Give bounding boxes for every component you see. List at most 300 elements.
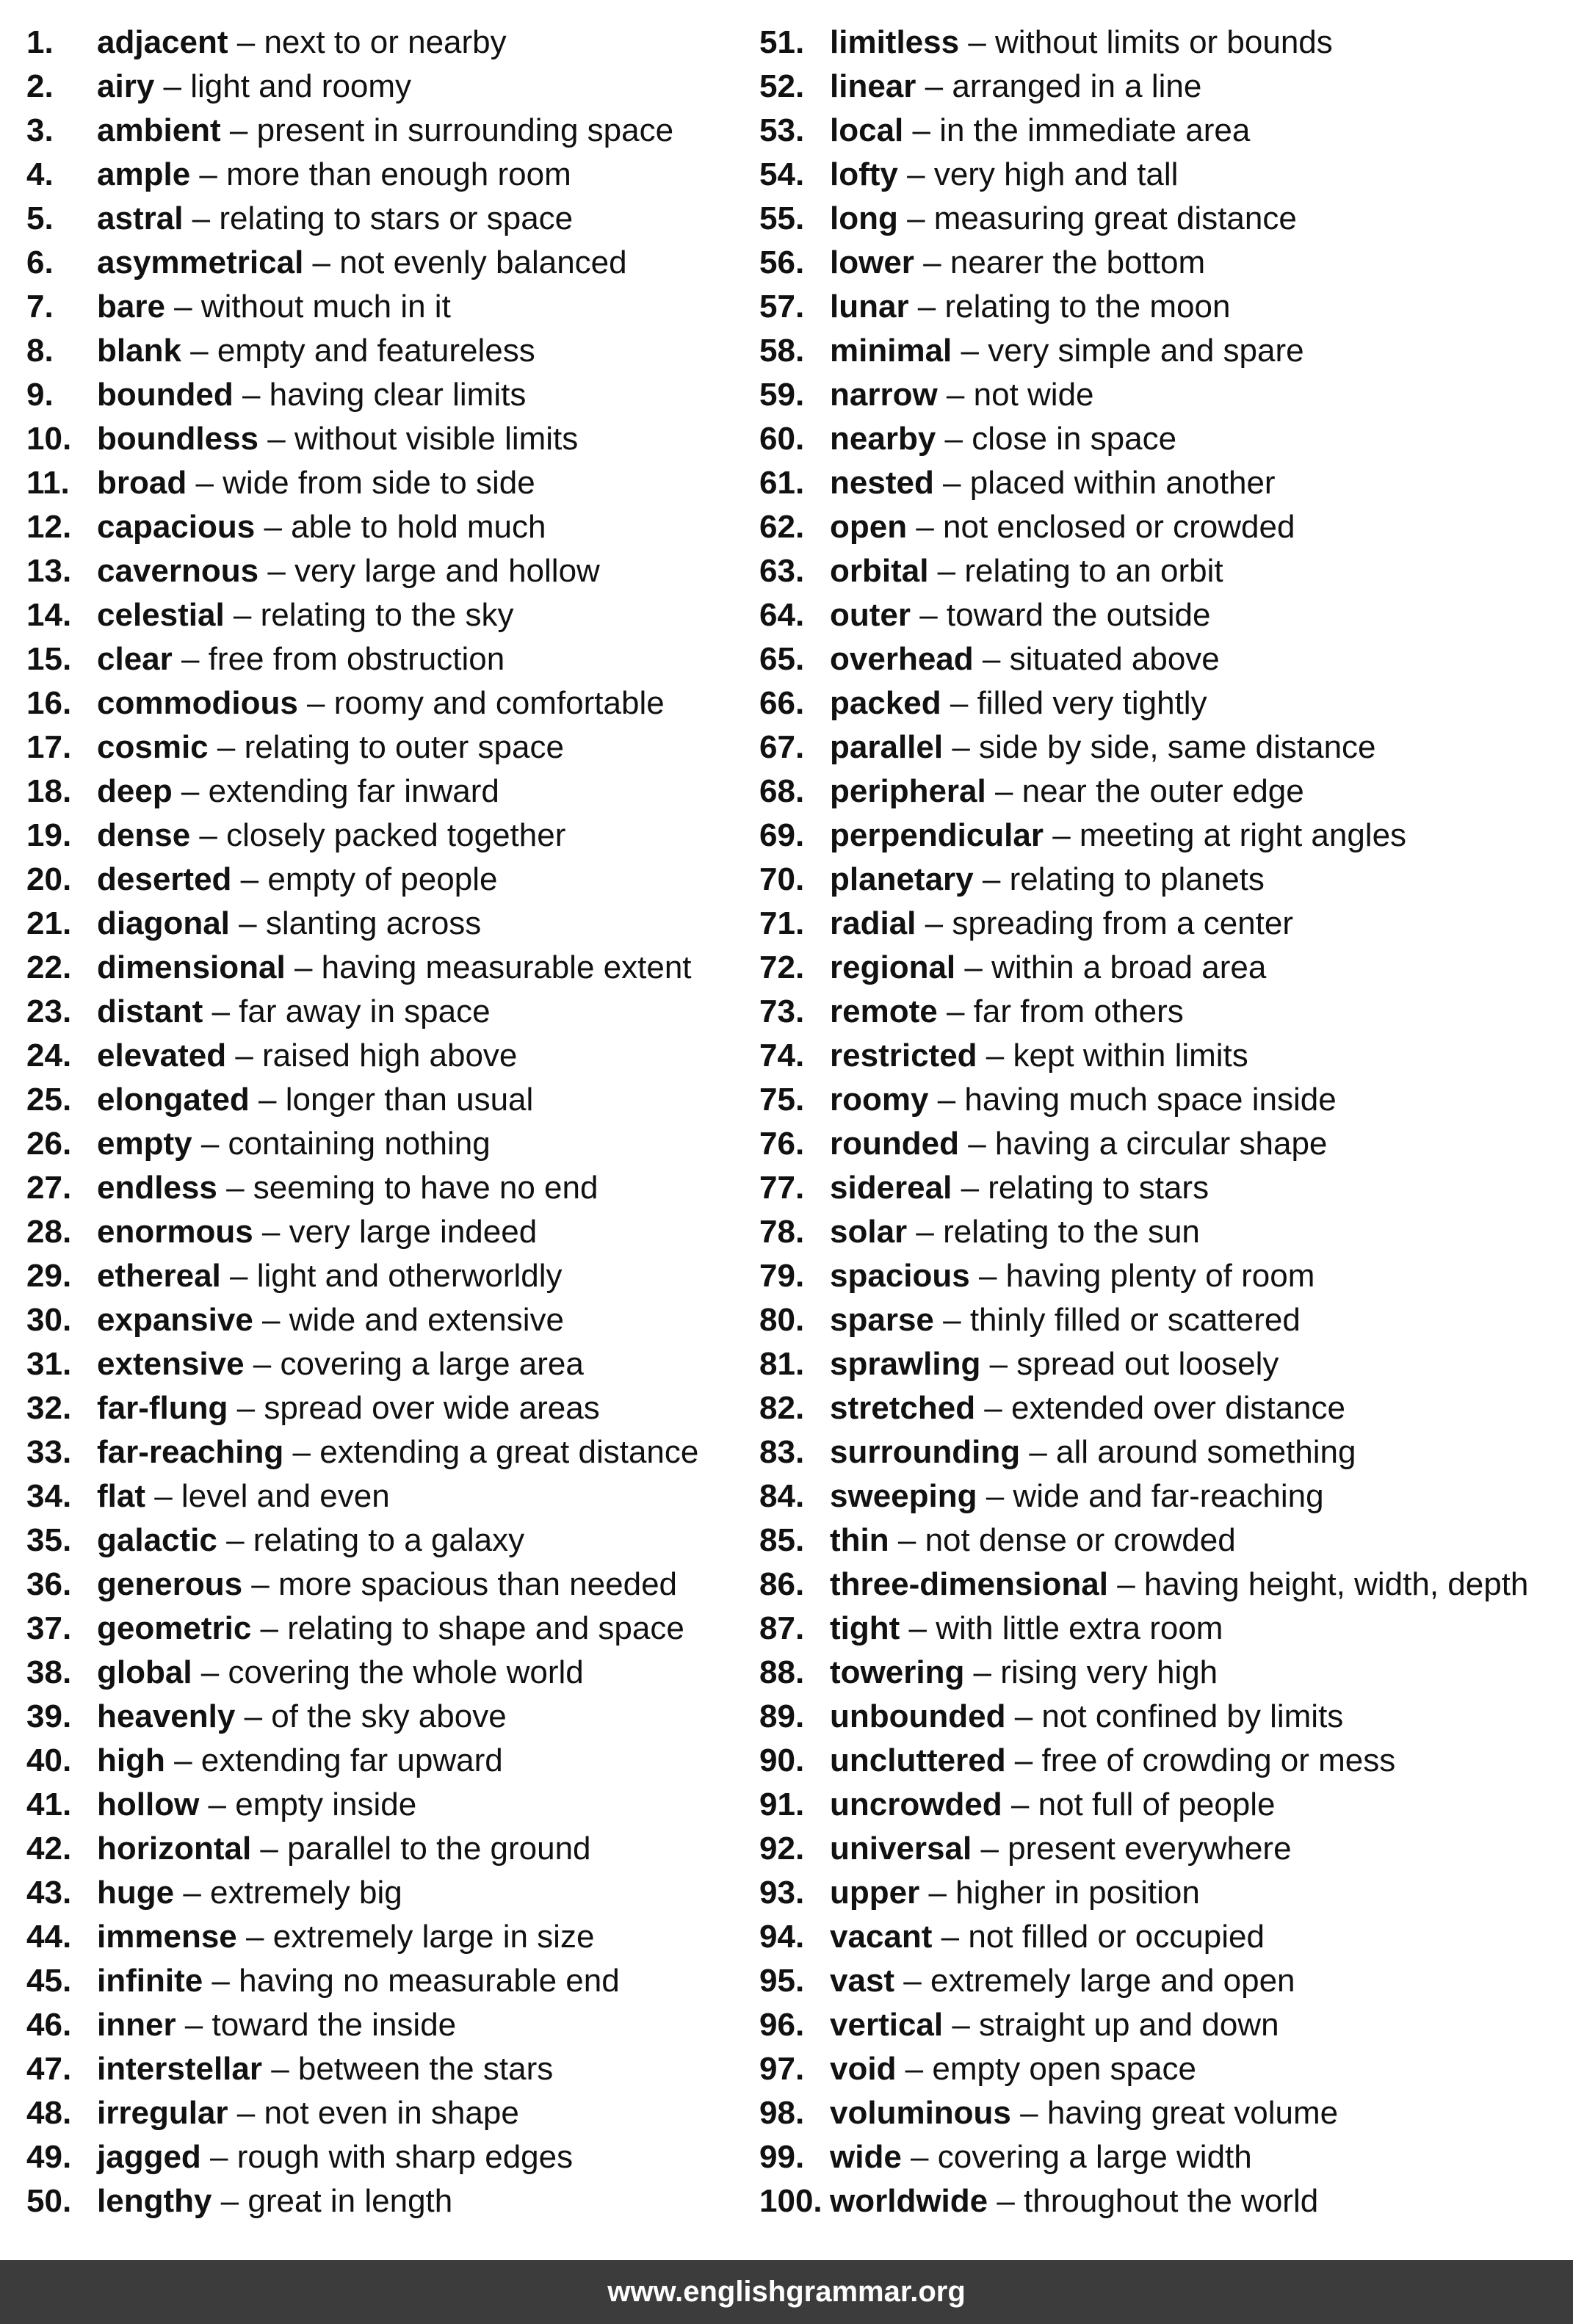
entry-text — [97, 2091, 519, 2135]
entry-number: 30. — [26, 1302, 72, 1338]
entry-number: 80. — [759, 1302, 805, 1338]
entry-text — [97, 241, 627, 285]
entry-separator: – — [242, 1566, 278, 1602]
entry-separator: – — [258, 421, 294, 457]
entry-definition: slanting across — [265, 905, 482, 941]
entry-separator: – — [980, 1346, 1017, 1382]
entry-word: void — [830, 2051, 897, 2087]
entry-separator: – — [231, 861, 268, 897]
entry-separator: – — [200, 2139, 237, 2175]
entry-separator: – — [959, 24, 996, 60]
word-entry — [26, 1078, 698, 1122]
entry-separator: – — [901, 2139, 938, 2175]
word-entry — [759, 1607, 1528, 1651]
entry-separator: – — [217, 1522, 253, 1558]
entry-text — [830, 2047, 1196, 2091]
entry-number: 45. — [26, 1963, 72, 1999]
word-entry — [759, 2003, 1528, 2047]
entry-number: 38. — [26, 1654, 72, 1690]
word-entry — [26, 1827, 698, 1871]
entry-separator: – — [190, 156, 227, 192]
entry-number: 47. — [26, 2051, 72, 2087]
entry-text — [830, 1695, 1343, 1739]
entry-definition: measuring great distance — [933, 200, 1297, 236]
entry-number: 81. — [759, 1346, 805, 1382]
word-entry — [26, 2135, 698, 2179]
entry-number: 86. — [759, 1566, 805, 1602]
entry-number: 34. — [26, 1478, 72, 1514]
entry-separator: – — [988, 2183, 1024, 2219]
entry-word: thin — [830, 1522, 889, 1558]
word-entry — [759, 1474, 1528, 1518]
entry-separator: – — [975, 1390, 1011, 1426]
entry-separator: – — [172, 773, 209, 809]
entry-separator: – — [911, 597, 947, 633]
entry-word: stretched — [830, 1390, 976, 1426]
entry-definition: extended over distance — [1011, 1390, 1345, 1426]
entry-number: 36. — [26, 1566, 72, 1602]
entry-separator: – — [251, 1831, 288, 1867]
entry-word: blank — [97, 333, 181, 369]
footer-bar — [0, 2260, 1573, 2324]
entry-number: 97. — [759, 2051, 805, 2087]
entry-definition: empty of people — [267, 861, 498, 897]
entry-number: 94. — [759, 1919, 805, 1955]
entry-number: 73. — [759, 993, 805, 1029]
entry-separator: – — [228, 2095, 264, 2131]
entry-text — [97, 1959, 620, 2003]
entry-number: 98. — [759, 2095, 805, 2131]
entry-separator: – — [941, 685, 977, 721]
entry-separator: – — [208, 729, 245, 765]
entry-text — [830, 637, 1220, 681]
entry-number: 60. — [759, 421, 805, 457]
entry-definition: within a broad area — [991, 949, 1267, 985]
entry-separator: – — [233, 377, 270, 413]
entry-text — [830, 1430, 1356, 1474]
entry-number: 3. — [26, 112, 54, 148]
word-entry — [759, 109, 1528, 153]
entry-separator: – — [977, 1038, 1013, 1074]
word-entry — [26, 681, 698, 725]
entry-word: rounded — [830, 1126, 959, 1162]
entry-definition: all around something — [1056, 1434, 1356, 1470]
entry-number: 100. — [759, 2183, 822, 2219]
entry-text — [97, 1210, 537, 1254]
entry-separator: – — [303, 245, 340, 280]
entry-text — [830, 1166, 1209, 1210]
entry-word: nested — [830, 465, 934, 501]
entry-separator: – — [187, 465, 223, 501]
word-entry — [26, 65, 698, 109]
entry-text — [97, 2179, 452, 2223]
word-entry — [26, 1915, 698, 1959]
word-entry — [26, 1563, 698, 1607]
entry-separator: – — [261, 2051, 298, 2087]
footer-url: www.englishgrammar.org — [607, 2276, 966, 2308]
entry-separator: – — [889, 1522, 925, 1558]
entry-separator: – — [973, 861, 1010, 897]
entry-separator: – — [251, 1610, 288, 1646]
entry-text — [97, 1122, 491, 1166]
entry-word: orbital — [830, 553, 929, 589]
entry-number: 27. — [26, 1170, 72, 1206]
word-entry — [759, 197, 1528, 241]
entry-definition: extending far upward — [200, 1742, 503, 1778]
entry-word: regional — [830, 949, 956, 985]
entry-text — [830, 2003, 1279, 2047]
entry-word: radial — [830, 905, 916, 941]
entry-number: 22. — [26, 949, 72, 985]
word-entry — [759, 2091, 1528, 2135]
entry-definition: free of crowding or mess — [1041, 1742, 1396, 1778]
word-entry — [26, 1386, 698, 1430]
entry-definition: wide from side to side — [223, 465, 535, 501]
entry-definition: in the immediate area — [939, 112, 1251, 148]
word-entry — [759, 549, 1528, 593]
entry-number: 95. — [759, 1963, 805, 1999]
entry-separator: – — [285, 949, 322, 985]
entry-text — [97, 1651, 584, 1695]
entry-text — [830, 770, 1304, 814]
entry-text — [97, 1430, 698, 1474]
entry-text — [97, 637, 505, 681]
entry-text — [97, 1827, 591, 1871]
entry-number: 13. — [26, 553, 72, 589]
entry-text — [97, 1254, 562, 1298]
entry-word: limitless — [830, 24, 960, 60]
entry-text — [830, 2135, 1252, 2179]
entry-text — [97, 858, 497, 902]
entry-word: lower — [830, 245, 914, 280]
entry-text — [97, 2003, 456, 2047]
word-entry — [759, 21, 1528, 65]
word-entry — [759, 1210, 1528, 1254]
entry-text — [97, 1871, 402, 1915]
entry-text — [830, 1518, 1236, 1563]
entry-definition: very large indeed — [289, 1214, 538, 1250]
entry-definition: empty inside — [235, 1787, 417, 1822]
entry-text — [830, 2091, 1338, 2135]
entry-word: tight — [830, 1610, 900, 1646]
entry-definition: straight up and down — [979, 2007, 1279, 2043]
word-entry — [26, 373, 698, 417]
entry-text — [97, 505, 546, 549]
word-entry — [26, 241, 698, 285]
entry-definition: extremely large in size — [272, 1919, 595, 1955]
word-entry — [759, 285, 1528, 329]
entry-text — [830, 1386, 1345, 1430]
word-entry — [26, 1430, 698, 1474]
entry-word: upper — [830, 1875, 920, 1911]
entry-text — [97, 461, 535, 505]
word-entry — [26, 21, 698, 65]
entry-separator: – — [253, 1302, 289, 1338]
entry-word: local — [830, 112, 904, 148]
entry-definition: covering the whole world — [228, 1654, 584, 1690]
entry-word: perpendicular — [830, 817, 1044, 853]
entry-word: voluminous — [830, 2095, 1011, 2131]
word-entry — [759, 1166, 1528, 1210]
entry-word: galactic — [97, 1522, 217, 1558]
entry-separator: – — [164, 289, 201, 325]
word-entry — [759, 637, 1528, 681]
entry-separator: – — [172, 641, 209, 677]
entry-definition: empty open space — [932, 2051, 1196, 2087]
word-entry — [26, 1254, 698, 1298]
entry-separator: – — [943, 2007, 980, 2043]
entry-separator: – — [199, 1787, 236, 1822]
entry-text — [830, 1254, 1315, 1298]
entry-definition: very simple and spare — [988, 333, 1304, 369]
word-entry — [26, 109, 698, 153]
entry-number: 4. — [26, 156, 54, 192]
entry-text — [830, 1474, 1324, 1518]
entry-text — [97, 21, 507, 65]
entry-separator: – — [176, 2007, 212, 2043]
entry-text — [830, 461, 1276, 505]
entry-text — [830, 858, 1265, 902]
entry-text — [830, 1827, 1292, 1871]
entry-number: 19. — [26, 817, 72, 853]
entry-definition: far away in space — [239, 993, 491, 1029]
entry-number: 42. — [26, 1831, 72, 1867]
entry-number: 1. — [26, 24, 54, 60]
word-entry — [759, 1959, 1528, 2003]
entry-text — [830, 241, 1205, 285]
entry-definition: relating to stars — [988, 1170, 1209, 1206]
entry-definition: light and roomy — [190, 68, 412, 104]
entry-number: 25. — [26, 1082, 72, 1118]
entry-word: extensive — [97, 1346, 245, 1382]
entry-word: ample — [97, 156, 191, 192]
entry-text — [830, 1915, 1265, 1959]
entry-text — [97, 1298, 564, 1342]
entry-separator: – — [907, 509, 944, 545]
entry-definition: level and even — [181, 1478, 390, 1514]
entry-definition: arranged in a line — [952, 68, 1202, 104]
entry-text — [97, 153, 571, 197]
entry-number: 71. — [759, 905, 805, 941]
entry-text — [97, 946, 692, 990]
entry-number: 72. — [759, 949, 805, 985]
entry-word: capacious — [97, 509, 256, 545]
entry-word: bounded — [97, 377, 234, 413]
entry-definition: nearer the bottom — [950, 245, 1206, 280]
entry-word: lofty — [830, 156, 898, 192]
entry-number: 12. — [26, 509, 72, 545]
entry-word: open — [830, 509, 908, 545]
word-entry — [26, 461, 698, 505]
entry-word: far-reaching — [97, 1434, 284, 1470]
word-entry — [759, 1034, 1528, 1078]
entry-word: hollow — [97, 1787, 200, 1822]
word-list-left-column — [26, 21, 698, 2223]
entry-definition: not confined by limits — [1041, 1698, 1344, 1734]
entry-word: three-dimensional — [830, 1566, 1108, 1602]
entry-number: 67. — [759, 729, 805, 765]
entry-number: 55. — [759, 200, 805, 236]
entry-separator: – — [203, 1963, 239, 1999]
entry-definition: toward the outside — [946, 597, 1211, 633]
entry-definition: wide and far-reaching — [1013, 1478, 1324, 1514]
entry-definition: toward the inside — [211, 2007, 457, 2043]
entry-definition: having height, width, depth — [1143, 1566, 1529, 1602]
entry-definition: very large and hollow — [294, 553, 600, 589]
entry-separator: – — [203, 993, 239, 1029]
entry-definition: not even in shape — [264, 2095, 519, 2131]
entry-number: 99. — [759, 2139, 805, 2175]
entry-separator: – — [952, 333, 988, 369]
entry-separator: – — [900, 1610, 936, 1646]
entry-word: deep — [97, 773, 173, 809]
entry-separator: – — [937, 993, 974, 1029]
entry-definition: spreading from a center — [952, 905, 1293, 941]
entry-number: 91. — [759, 1787, 805, 1822]
entry-text — [830, 21, 1333, 65]
entry-separator: – — [914, 245, 950, 280]
word-entry — [26, 2047, 698, 2091]
word-entry — [26, 1959, 698, 2003]
entry-separator: – — [928, 553, 965, 589]
entry-definition: containing nothing — [228, 1126, 491, 1162]
entry-text — [97, 1915, 594, 1959]
word-entry — [26, 1739, 698, 1783]
word-entry — [26, 902, 698, 946]
entry-word: sidereal — [830, 1170, 952, 1206]
entry-number: 84. — [759, 1478, 805, 1514]
entry-number: 46. — [26, 2007, 72, 2043]
entry-definition: more spacious than needed — [278, 1566, 678, 1602]
entry-definition: relating to a galaxy — [253, 1522, 525, 1558]
entry-word: commodious — [97, 685, 298, 721]
entry-definition: extremely big — [210, 1875, 402, 1911]
entry-text — [830, 1210, 1200, 1254]
entry-word: airy — [97, 68, 155, 104]
entry-separator: – — [211, 2183, 248, 2219]
entry-word: solar — [830, 1214, 908, 1250]
entry-number: 23. — [26, 993, 72, 1029]
entry-number: 32. — [26, 1390, 72, 1426]
entry-separator: – — [1002, 1787, 1038, 1822]
entry-word: cavernous — [97, 553, 259, 589]
entry-definition: extremely large and open — [930, 1963, 1295, 1999]
entry-word: flat — [97, 1478, 145, 1514]
entry-definition: having measurable extent — [321, 949, 692, 985]
entry-definition: seeming to have no end — [253, 1170, 599, 1206]
entry-word: horizontal — [97, 1831, 252, 1867]
entry-word: universal — [830, 1831, 972, 1867]
entry-separator: – — [937, 377, 974, 413]
entry-separator: – — [154, 68, 191, 104]
entry-number: 78. — [759, 1214, 805, 1250]
entry-definition: covering a large area — [280, 1346, 584, 1382]
entry-definition: having no measurable end — [239, 1963, 620, 1999]
entry-word: broad — [97, 465, 187, 501]
word-entry — [759, 681, 1528, 725]
word-entry — [759, 770, 1528, 814]
entry-separator: – — [220, 1258, 257, 1294]
entry-number: 74. — [759, 1038, 805, 1074]
entry-text — [97, 197, 573, 241]
entry-definition: throughout the world — [1024, 2183, 1319, 2219]
entry-separator: – — [145, 1478, 181, 1514]
entry-text — [830, 1607, 1223, 1651]
entry-number: 64. — [759, 597, 805, 633]
word-entry — [759, 725, 1528, 770]
word-entry — [759, 593, 1528, 637]
entry-definition: relating to outer space — [244, 729, 564, 765]
entry-text — [830, 1739, 1395, 1783]
entry-number: 8. — [26, 333, 54, 369]
entry-number: 88. — [759, 1654, 805, 1690]
word-entry — [26, 1166, 698, 1210]
entry-text — [830, 505, 1295, 549]
word-entry — [759, 814, 1528, 858]
word-entry — [26, 990, 698, 1034]
word-entry — [759, 1298, 1528, 1342]
entry-word: dimensional — [97, 949, 286, 985]
entry-text — [97, 1739, 503, 1783]
entry-number: 43. — [26, 1875, 72, 1911]
entry-text — [830, 1651, 1218, 1695]
word-entry — [26, 858, 698, 902]
word-entry — [759, 1739, 1528, 1783]
entry-separator: – — [903, 112, 940, 148]
entry-definition: spread out loosely — [1016, 1346, 1279, 1382]
entry-text — [97, 1166, 598, 1210]
entry-word: ethereal — [97, 1258, 221, 1294]
entry-number: 66. — [759, 685, 805, 721]
word-entry — [759, 1871, 1528, 1915]
word-entry — [26, 153, 698, 197]
entry-separator: – — [258, 553, 295, 589]
entry-separator: – — [217, 1170, 253, 1206]
entry-definition: without visible limits — [294, 421, 579, 457]
entry-text — [97, 990, 491, 1034]
entry-definition: present in surrounding space — [256, 112, 674, 148]
entry-text — [97, 902, 481, 946]
entry-separator: – — [972, 1831, 1008, 1867]
entry-separator: – — [916, 905, 952, 941]
word-entry — [26, 549, 698, 593]
entry-text — [97, 1078, 533, 1122]
entry-text — [830, 1871, 1200, 1915]
entry-text — [97, 329, 535, 373]
entry-word: endless — [97, 1170, 217, 1206]
entry-text — [830, 1959, 1295, 2003]
entry-separator: – — [955, 949, 992, 985]
entry-separator: – — [932, 1919, 969, 1955]
entry-text — [97, 1607, 684, 1651]
entry-number: 61. — [759, 465, 805, 501]
entry-number: 79. — [759, 1258, 805, 1294]
word-entry — [759, 2135, 1528, 2179]
word-entry — [26, 2179, 698, 2223]
word-entry — [26, 1122, 698, 1166]
entry-number: 54. — [759, 156, 805, 192]
entry-text — [97, 681, 665, 725]
entry-number: 5. — [26, 200, 54, 236]
entry-text — [97, 285, 451, 329]
entry-text — [830, 549, 1223, 593]
entry-word: sprawling — [830, 1346, 981, 1382]
entry-definition: more than enough room — [226, 156, 571, 192]
entry-number: 56. — [759, 245, 805, 280]
word-entry — [759, 241, 1528, 285]
word-list-right-column — [759, 21, 1528, 2223]
entry-separator: – — [952, 1170, 988, 1206]
